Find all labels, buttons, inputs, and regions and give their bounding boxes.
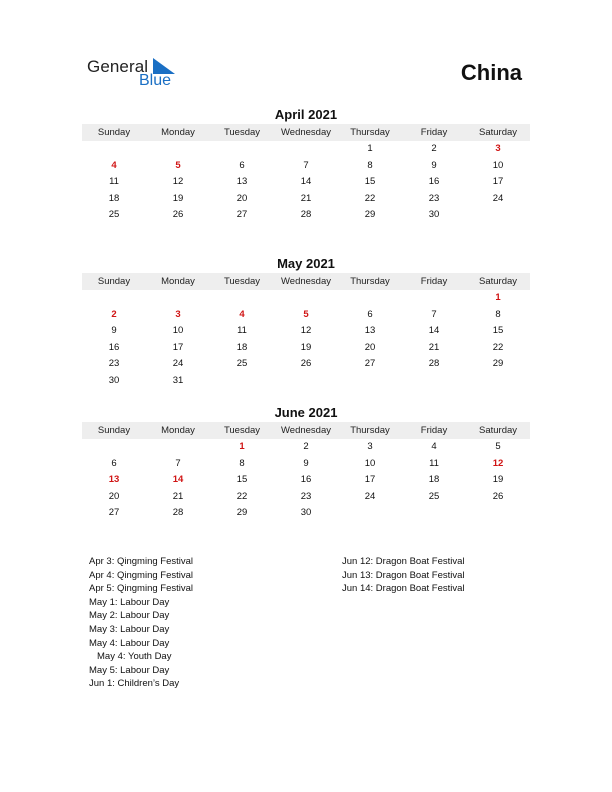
day-cell: 10 [172,325,184,336]
day-cell: 29 [492,358,504,369]
day-cell: 28 [300,209,312,220]
week-row [82,505,530,522]
week-row [82,356,530,373]
day-cell: 5 [495,441,501,452]
day-cell: 7 [175,457,181,469]
weekday-header: Wednesday [281,276,331,287]
day-cell [210,290,274,307]
day-cell: 22 [236,490,248,502]
day-cell: 24 [364,490,376,502]
weekday-header: Wednesday [281,425,331,436]
day-cell: 16 [428,176,440,187]
day-cell: 18 [428,474,440,485]
weekday-header: Friday [420,276,448,287]
day-cell: 25 [428,490,440,502]
holiday-day-cell: 1 [495,292,501,303]
day-cell: 26 [492,490,504,502]
weekday-header: Saturday [478,127,518,138]
holiday-day-cell: 4 [111,159,117,171]
day-cell: 27 [364,358,376,369]
week-row [82,158,530,175]
day-cell: 19 [300,341,312,353]
day-cell: 29 [236,507,248,518]
day-cell [466,373,530,390]
brand-name-blue: Blue [139,72,172,89]
day-cell: 8 [495,308,501,320]
day-cell: 19 [492,474,504,485]
day-cell: 4 [431,441,437,452]
week-row [82,307,530,324]
holiday-list-item: May 1: Labour Day [89,596,170,608]
day-cell: 20 [364,341,376,353]
day-cell: 11 [429,457,439,469]
day-cell: 9 [303,457,309,469]
day-cell: 6 [239,159,245,171]
holiday-day-cell: 2 [111,308,117,320]
day-cell [274,290,338,307]
day-cell: 24 [172,358,184,369]
day-cell: 14 [428,325,440,336]
holiday-list-item: Jun 14: Dragon Boat Festival [342,583,465,595]
holiday-list-item: Jun 1: Children’s Day [89,678,180,690]
day-cell: 27 [108,507,120,518]
day-cell: 21 [300,192,312,204]
weekday-header-row [82,273,530,290]
month-june [82,405,530,522]
day-cell: 23 [428,192,440,204]
day-cell: 21 [428,341,440,353]
day-cell: 1 [367,143,373,154]
day-cell: 31 [172,374,184,386]
month-may [82,256,530,389]
holiday-list-item: Jun 12: Dragon Boat Festival [342,556,465,567]
day-cell: 9 [431,159,437,171]
day-cell: 26 [300,358,312,369]
week-row [82,290,530,307]
day-cell: 15 [236,474,248,485]
day-cell: 16 [300,474,312,485]
day-cell: 23 [300,490,312,502]
week-row [82,141,530,158]
weekday-header: Thursday [350,276,390,287]
brand-name-general: General [87,57,149,76]
day-cell: 22 [364,192,376,204]
day-cell: 12 [172,176,184,187]
weekday-header: Monday [161,425,195,436]
holiday-day-cell: 5 [303,308,309,320]
day-cell: 17 [172,341,184,353]
day-cell: 2 [431,143,437,154]
day-cell: 7 [431,308,437,320]
holiday-day-cell: 3 [495,143,501,154]
weekday-header: Tuesday [223,127,261,138]
day-cell: 6 [111,457,117,469]
day-cell: 26 [172,209,184,220]
day-cell [146,439,210,456]
day-cell: 18 [108,192,120,204]
week-row [82,191,530,208]
weekday-header: Monday [161,276,195,287]
weekday-header: Sunday [97,127,131,138]
day-cell [146,290,210,307]
day-cell: 19 [172,192,184,204]
week-row [82,373,530,390]
day-cell: 15 [492,325,504,336]
week-row [82,489,530,506]
day-cell: 9 [111,325,117,336]
holiday-day-cell: 1 [239,441,245,452]
day-cell: 25 [108,209,120,220]
weekday-header: Saturday [478,276,518,287]
weekday-header-row [82,124,530,141]
day-cell: 8 [367,159,373,171]
holiday-list-item: May 5: Labour Day [89,664,170,676]
weekday-header: Thursday [350,425,390,436]
day-cell: 30 [108,374,120,386]
month-april [82,107,530,224]
holiday-list-item: Apr 4: Qingming Festival [89,569,194,581]
weekday-header: Friday [420,127,448,138]
day-cell [466,207,530,224]
holiday-list-item: Apr 3: Qingming Festival [89,556,194,567]
holiday-list-item: Jun 13: Dragon Boat Festival [342,569,465,581]
day-cell [210,373,274,390]
day-cell: 28 [428,358,440,369]
holiday-list-right [342,555,465,596]
week-row [82,323,530,340]
day-cell [402,290,466,307]
holiday-list-item: May 2: Labour Day [89,610,170,622]
month-title: May 2021 [277,256,335,271]
day-cell: 13 [236,176,248,187]
weekday-header: Thursday [350,127,390,138]
country-title: China [460,60,522,85]
day-cell: 18 [236,341,248,353]
week-row [82,439,530,456]
day-cell: 12 [300,325,312,336]
day-cell: 30 [428,209,440,220]
day-cell [338,290,402,307]
day-cell: 17 [492,176,504,187]
day-cell: 25 [236,358,248,369]
brand-logo [87,57,197,91]
holiday-day-cell: 5 [175,159,181,171]
day-cell: 16 [108,341,120,353]
holiday-list-left [89,555,193,691]
day-cell [82,141,146,158]
day-cell: 21 [172,490,184,502]
day-cell: 15 [364,176,376,187]
week-row [82,174,530,191]
day-cell: 10 [492,159,504,171]
weekday-header: Saturday [478,425,518,436]
day-cell: 20 [108,490,120,502]
weekday-header: Tuesday [223,276,261,287]
weekday-header-row [82,422,530,439]
weekday-header: Tuesday [223,425,261,436]
day-cell: 11 [109,176,119,187]
month-title: June 2021 [274,405,338,420]
week-row [82,207,530,224]
day-cell: 8 [239,457,245,469]
weekday-header: Wednesday [281,127,331,138]
day-cell: 6 [367,308,373,320]
holiday-list-item: May 4: Youth Day [97,651,172,663]
day-cell [274,373,338,390]
day-cell: 10 [364,457,376,469]
day-cell [338,373,402,390]
week-row [82,472,530,489]
month-title: April 2021 [274,107,338,122]
day-cell [210,141,274,158]
holiday-list-item: Apr 5: Qingming Festival [89,583,194,595]
week-row [82,456,530,473]
day-cell: 14 [300,176,312,187]
day-cell: 27 [236,209,248,220]
day-cell: 28 [172,507,184,518]
day-cell [402,505,466,522]
day-cell: 2 [303,441,309,452]
day-cell: 3 [367,441,373,452]
day-cell: 11 [237,325,247,336]
holiday-list-item: May 3: Labour Day [89,623,170,635]
holiday-day-cell: 14 [172,474,184,485]
day-cell: 24 [492,192,504,204]
day-cell: 17 [364,474,376,485]
weekday-header: Friday [420,425,448,436]
day-cell: 7 [303,159,309,171]
day-cell: 13 [364,325,376,336]
day-cell [466,505,530,522]
day-cell: 23 [108,358,120,369]
weekday-header: Monday [161,127,195,138]
weekday-header: Sunday [97,276,131,287]
holiday-day-cell: 4 [239,308,245,320]
weekday-header: Sunday [97,425,131,436]
day-cell: 22 [492,341,504,353]
day-cell [338,505,402,522]
holiday-day-cell: 13 [108,474,120,485]
day-cell [82,439,146,456]
day-cell: 29 [364,209,376,220]
day-cell: 30 [300,507,312,518]
day-cell: 20 [236,192,248,204]
day-cell [146,141,210,158]
holiday-day-cell: 12 [492,457,504,469]
holiday-list-item: May 4: Labour Day [89,637,170,649]
day-cell [82,290,146,307]
day-cell [402,373,466,390]
day-cell [274,141,338,158]
holiday-day-cell: 3 [175,308,181,320]
week-row [82,340,530,357]
